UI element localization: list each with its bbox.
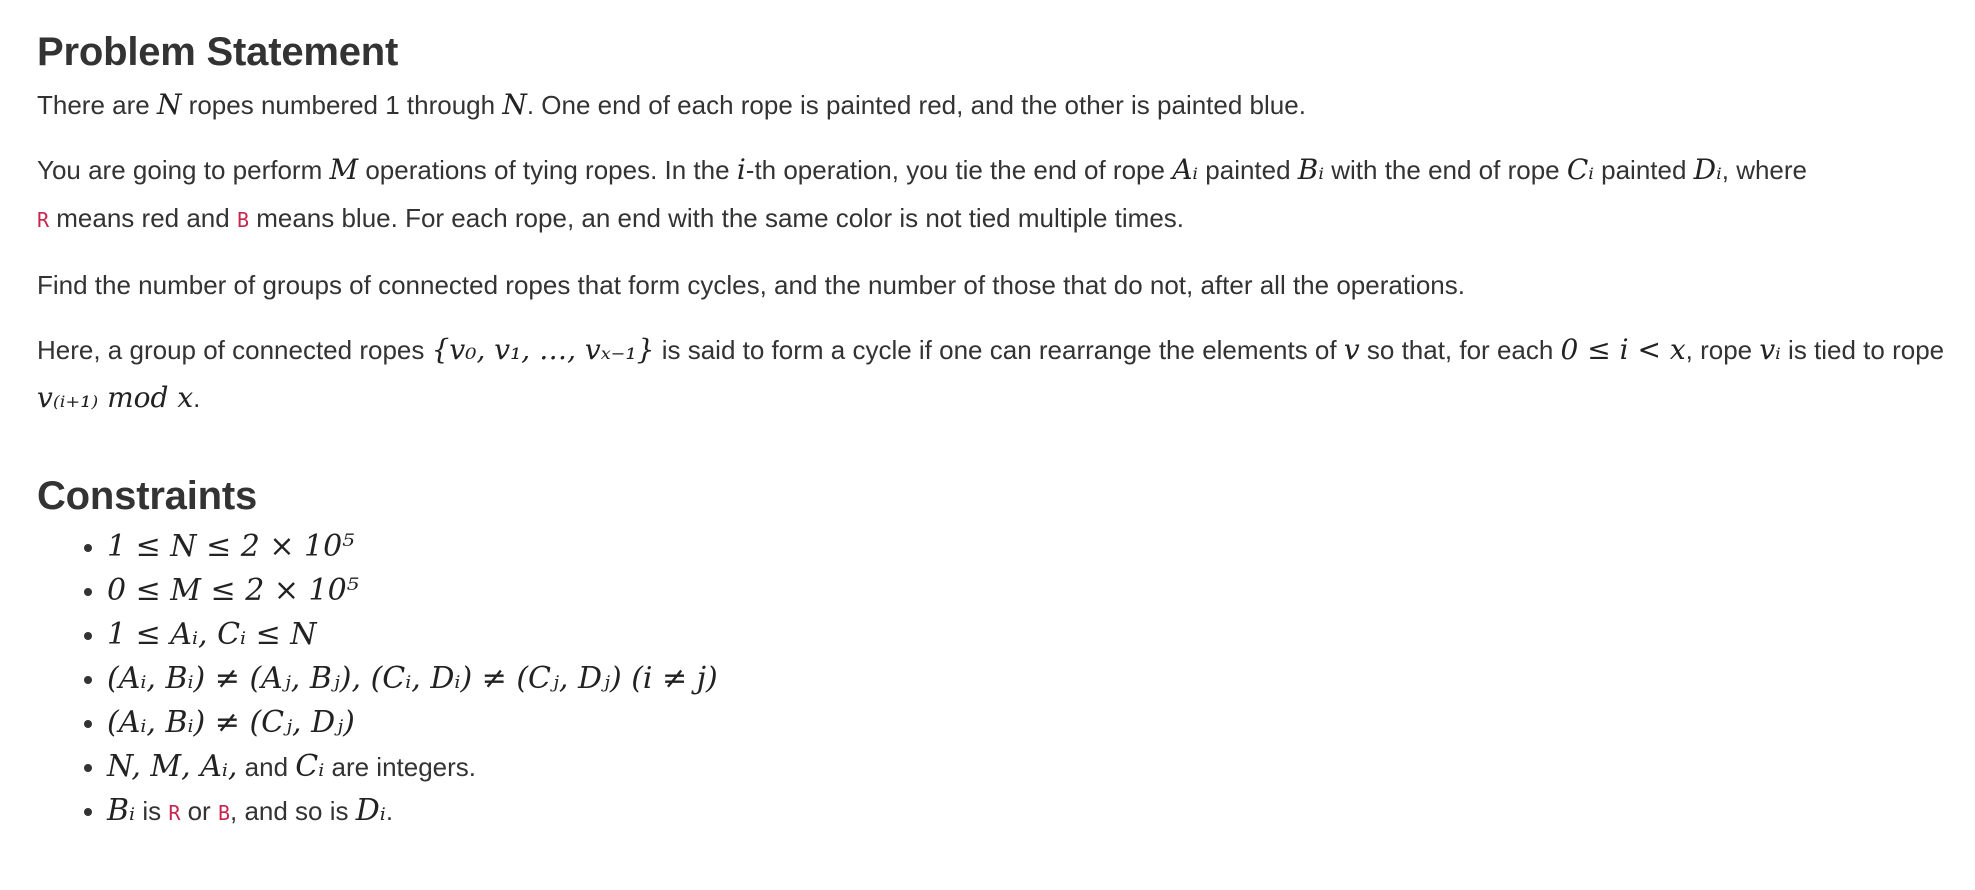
text: means blue. For each rope, an end with the same color is not tied multiple times.	[248, 203, 1185, 233]
math: (Aᵢ, Bᵢ) ≠ (Cⱼ, Dⱼ)	[107, 705, 355, 740]
math: Dᵢ	[1693, 153, 1722, 186]
math: Dᵢ	[355, 793, 386, 828]
list-item	[107, 657, 1945, 701]
text: is said to form a cycle if one can rearrange the elements of	[654, 335, 1344, 365]
math: N, M, Aᵢ,	[107, 749, 238, 784]
text: .	[385, 796, 394, 826]
text: means red and	[49, 203, 237, 233]
list-item	[107, 745, 1945, 789]
math: (Aᵢ, Bᵢ) ≠ (Aⱼ, Bⱼ), (Cᵢ, Dᵢ) ≠ (Cⱼ, Dⱼ) (i ≠ j)	[107, 661, 718, 696]
math: i	[736, 153, 746, 186]
math: {v₀, v₁, …, vₓ₋₁}	[431, 333, 655, 366]
list-item	[107, 613, 1945, 657]
paragraph-ropes-intro	[37, 81, 1945, 129]
math: Cᵢ	[295, 749, 325, 784]
math: vᵢ	[1759, 333, 1781, 366]
math: 1 ≤ N ≤ 2 × 10⁵	[107, 529, 355, 564]
text: painted	[1593, 155, 1694, 185]
paragraph-cycle-definition	[37, 326, 1945, 422]
text: You are going to perform	[37, 155, 330, 185]
list-item	[107, 701, 1945, 745]
list-item	[107, 789, 1945, 835]
math: Bᵢ	[107, 793, 136, 828]
math: v₍ᵢ₊₁₎ mod x	[37, 381, 194, 414]
list-item	[107, 525, 1945, 569]
math: Aᵢ	[1172, 153, 1199, 186]
text: so that, for each	[1359, 335, 1561, 365]
text: Here, a group of connected ropes	[37, 335, 432, 365]
code-blue: B	[217, 801, 230, 825]
constraints-heading: Constraints	[37, 474, 258, 518]
code-red: R	[168, 801, 181, 825]
text: .	[193, 383, 201, 413]
code-red: R	[37, 208, 50, 232]
text: There are	[37, 90, 157, 120]
text: , where	[1721, 155, 1808, 185]
math: Bᵢ	[1297, 153, 1325, 186]
text: , and so is	[230, 796, 356, 826]
math: 1 ≤ Aᵢ, Cᵢ ≤ N	[107, 617, 317, 652]
text: painted	[1198, 155, 1298, 185]
paragraph-task: Find the number of groups of connected ropes that form cycles, and the number of those that do not, after all the operations.	[37, 270, 1465, 300]
text: and	[237, 752, 296, 782]
code-blue: B	[236, 208, 249, 232]
text: -th operation, you tie the end of rope	[745, 155, 1173, 185]
text: . One end of each rope is painted red, and the other is painted blue.	[526, 90, 1306, 120]
text: with the end of rope	[1324, 155, 1567, 185]
math: Cᵢ	[1566, 153, 1594, 186]
problem-statement-heading: Problem Statement	[37, 30, 399, 74]
text: operations of tying ropes. In the	[358, 155, 737, 185]
text: are integers.	[324, 752, 477, 782]
paragraph-operations	[37, 146, 1945, 244]
math: 0 ≤ i < x	[1560, 333, 1686, 366]
text: ropes numbered 1 through	[181, 90, 503, 120]
constraints-list	[37, 525, 1945, 835]
text: , rope	[1685, 335, 1760, 365]
list-item	[107, 569, 1945, 613]
math: N	[502, 88, 527, 121]
text: is tied to rope	[1780, 335, 1945, 365]
math: v	[1343, 333, 1360, 366]
math: M	[329, 153, 359, 186]
text: or	[180, 796, 218, 826]
text: is	[135, 796, 169, 826]
math: N	[156, 88, 182, 121]
math: 0 ≤ M ≤ 2 × 10⁵	[107, 573, 359, 608]
